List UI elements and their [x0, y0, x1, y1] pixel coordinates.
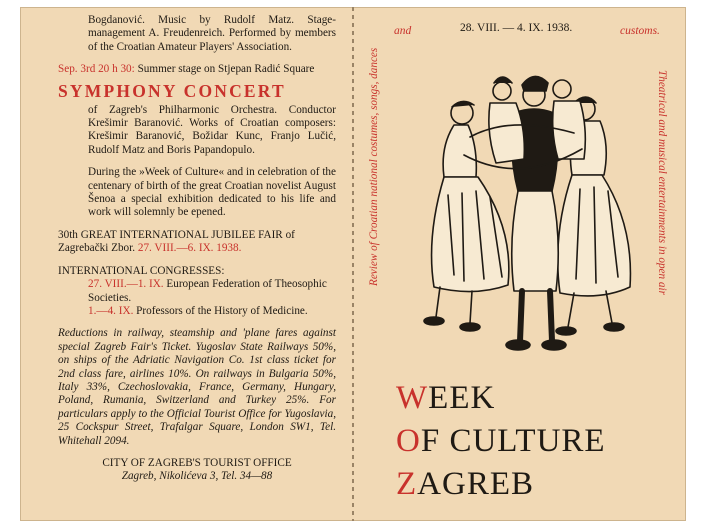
congress1-text: European Federation of Theosophic Societies. — [88, 278, 327, 304]
title-initial-o: O — [396, 423, 421, 459]
sep-date: Sep. 3rd 20 h 30: — [58, 63, 135, 76]
left-page — [58, 14, 336, 484]
fold-stitching — [352, 7, 354, 521]
title-rest-2: F CULTURE — [420, 423, 606, 459]
concert-paragraph: of Zagreb's Philharmonic Orchestra. Conductor Krešimir Baranović. Works of Croatian composers: Krešimir Baranović, Božidar Kunc, Franjo Lučić, Rudolf Matz and Boris Papandopulo. — [88, 103, 336, 156]
fair-entry — [58, 229, 336, 256]
main-title — [396, 377, 656, 506]
congress-item-1 — [58, 278, 336, 305]
congress1-date: 27. VIII.—1. IX. — [88, 278, 164, 291]
folk-dancers-illustration — [414, 65, 634, 365]
fair-dates: 27. VIII.—6. IX. 1938. — [137, 242, 242, 255]
reductions-paragraph: Reductions in railway, steamship and 'plane fares against special Zagreb Fair's Ticket. Yugoslav State Railways 50%, on ships of the Adriatic Navigation Co. 1st class ticket for 2nd class fare, airlines 10%. On railways in Bulgaria 50%, Italy 33%, Czechoslovakia, France, Germany, Hungary, Poland, Rumania, Switzerland and Turkey 25%. For particulars apply to the Official Tourist Office for Yugoslavia, 25 Cockspur Street, Trafalgar Square, London SW1, Tel. Whitehall 2094. — [58, 327, 336, 447]
congress2-text: Professors of the History of Medicine. — [136, 304, 308, 317]
congress2-date: 1.—4. IX. — [88, 304, 134, 317]
intro-paragraph: Bogdanović. Music by Rudolf Matz. Stage-management A. Freudenreich. Performed by members of the Croatian Amateur Players' Association. — [88, 14, 336, 53]
sep-event — [58, 63, 336, 76]
title-line-2 — [396, 420, 656, 463]
title-rest-3: AGREB — [417, 466, 535, 502]
concert-title: SYMPHONY CONCERT — [58, 80, 286, 101]
title-line-3 — [396, 463, 656, 506]
week-of-culture-paragraph: During the »Week of Culture« and in celebration of the centenary of birth of the great Croatian novelist August Šenoa a special exhibition dedicated to his life and work will solemnly be epened. — [88, 166, 336, 219]
fair-day: 30th — [58, 228, 78, 241]
congresses-heading: INTERNATIONAL CONGRESSES: — [58, 264, 225, 277]
office-address: Zagreb, Nikolićeva 3, Tel. 34—88 — [121, 470, 273, 483]
congress-item-2 — [58, 305, 336, 318]
top-customs: customs. — [620, 25, 660, 37]
title-line-1 — [396, 377, 656, 420]
vertical-text-right: Theatrical and musical entertainments in open air — [656, 69, 668, 295]
top-and: and — [394, 25, 412, 37]
right-page — [356, 7, 686, 521]
title-initial-w: W — [396, 380, 429, 416]
office-name: CITY OF ZAGREB'S TOURIST OFFICE — [102, 456, 292, 469]
title-initial-z: Z — [396, 466, 418, 502]
title-rest-1: EEK — [428, 380, 496, 416]
fair-text: GREAT INTERNATIONAL JUBILEE FAIR of Zagrebački Zbor. — [58, 228, 295, 255]
sep-text: Summer stage on Stjepan Radić Square — [137, 63, 315, 76]
vertical-text-left: Review of Croatian national costumes, songs, dances — [368, 47, 380, 287]
top-dates: 28. VIII. — 4. IX. 1938. — [460, 22, 573, 34]
